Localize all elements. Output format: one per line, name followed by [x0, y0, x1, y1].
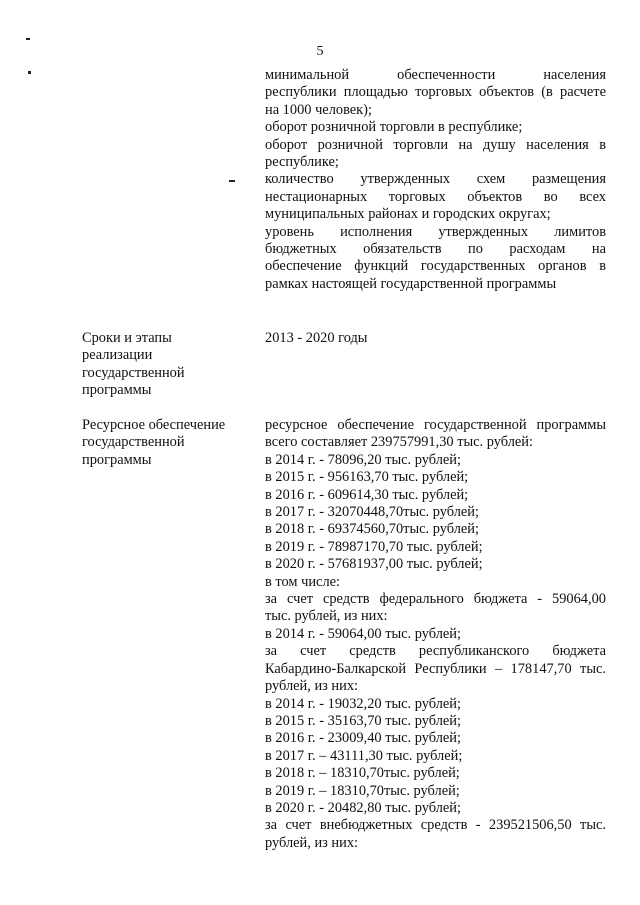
resource-line: в 2018 г. - 69374560,70тыс. рублей;	[265, 521, 479, 538]
resources-label-line: программы	[82, 451, 152, 468]
resource-line: в 2017 г. - 32070448,70тыс. рублей;	[265, 504, 479, 521]
indicator-line: нестационарных торговых объектов во всех	[265, 188, 606, 205]
resource-line: в 2014 г. - 78096,20 тыс. рублей;	[265, 451, 461, 468]
indicator-line: на 1000 человек);	[265, 101, 372, 118]
resource-line: в 2014 г. - 19032,20 тыс. рублей;	[265, 695, 461, 712]
scan-mark	[28, 71, 31, 74]
indicator-line: оборот розничной торговли на душу населения в	[265, 136, 606, 153]
resource-line: тыс. рублей, из них:	[265, 608, 388, 625]
indicator-line: оборот розничной торговли в республике;	[265, 119, 523, 136]
resource-line: в 2019 г. – 18310,70тыс. рублей;	[265, 782, 460, 799]
resource-line: в том числе:	[265, 573, 341, 590]
resource-line: в 2014 г. - 59064,00 тыс. рублей;	[265, 625, 461, 642]
resources-label	[82, 417, 242, 469]
resource-line: в 2020 г. - 57681937,00 тыс. рублей;	[265, 556, 483, 573]
resource-line: ресурсное обеспечение государственной программы	[265, 417, 606, 433]
resource-line: в 2019 г. - 78987170,70 тыс. рублей;	[265, 538, 483, 555]
terms-label-line: Сроки и этапы	[82, 330, 172, 346]
indicator-line: бюджетных обязательств по расходам на	[265, 241, 606, 258]
resource-line: в 2016 г. - 609614,30 тыс. рублей;	[265, 486, 469, 503]
resources-list	[265, 417, 606, 852]
indicator-line: республики площадью торговых объектов (в расчете	[265, 84, 606, 101]
indicator-line: муниципальных районах и городских округах;	[265, 206, 551, 223]
resource-line: в 2017 г. – 43111,30 тыс. рублей;	[265, 747, 463, 764]
resource-line: рублей, из них:	[265, 834, 359, 851]
indicator-line: рамках настоящей государственной программы	[265, 275, 557, 292]
resources-label-line: государственной	[82, 434, 185, 451]
resource-line: в 2015 г. - 35163,70 тыс. рублей;	[265, 712, 461, 729]
indicator-line: уровень исполнения утвержденных лимитов	[265, 223, 606, 240]
terms-label-line: государственной	[82, 364, 185, 381]
terms-value	[265, 330, 606, 347]
scan-mark	[229, 180, 235, 182]
resource-line: за счет внебюджетных средств - 239521506,50 тыс.	[265, 817, 606, 834]
indicators-list	[265, 67, 606, 293]
resource-line: за счет средств федерального бюджета - 59064,00	[265, 591, 606, 608]
resources-label-line: Ресурсное обеспечение	[82, 417, 226, 433]
indicator-line: республике;	[265, 154, 339, 171]
resource-line: в 2015 г. - 956163,70 тыс. рублей;	[265, 469, 469, 486]
page-number: 5	[316, 44, 324, 59]
resource-line: за счет средств республиканского бюджета	[265, 643, 606, 660]
resource-line: в 2016 г. - 23009,40 тыс. рублей;	[265, 730, 461, 747]
indicator-line: обеспечение функций государственных органов в	[265, 258, 606, 275]
resource-line: рублей, из них:	[265, 678, 359, 695]
resource-line: в 2018 г. – 18310,70тыс. рублей;	[265, 765, 460, 782]
terms-label	[82, 330, 242, 400]
terms-label-line: программы	[82, 382, 152, 399]
terms-label-line: реализации	[82, 347, 153, 364]
indicator-line: минимальной обеспеченности населения	[265, 67, 606, 83]
indicator-line: количество утвержденных схем размещения	[265, 171, 606, 188]
resource-line: Кабардино-Балкарской Республики – 178147,70 тыс.	[265, 660, 606, 677]
scan-mark	[26, 38, 30, 40]
terms-value-text: 2013 - 2020 годы	[265, 330, 368, 346]
resource-line: всего составляет 239757991,30 тыс. рублей:	[265, 434, 533, 451]
resource-line: в 2020 г. - 20482,80 тыс. рублей;	[265, 799, 461, 816]
